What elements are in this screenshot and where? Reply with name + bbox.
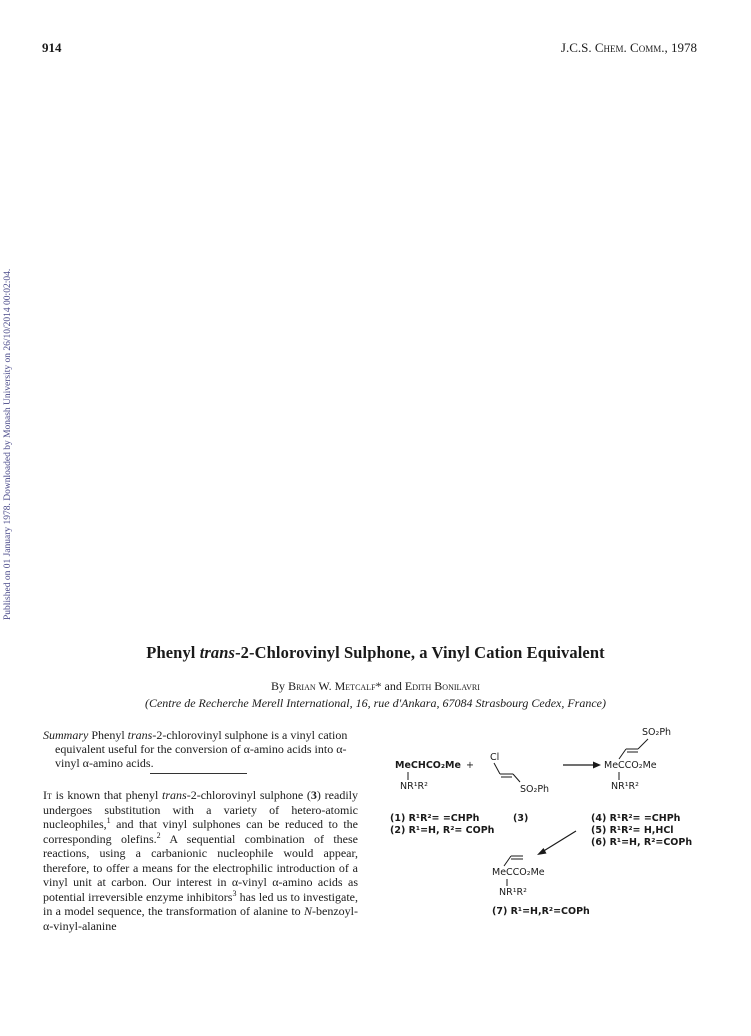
page-number: 914 — [42, 40, 62, 55]
reaction-scheme — [380, 722, 720, 922]
body-text: is known that phenyl — [51, 788, 163, 802]
journal-header — [561, 40, 697, 56]
plus-sign: + — [466, 760, 474, 771]
bond-line — [638, 739, 648, 749]
compound-label-1: (1) R¹R²= =CHPh — [390, 813, 480, 824]
body-text: -2-chlorovinyl sulphone ( — [186, 788, 311, 802]
body-text: has led us to investigate, in a model sequence, the transformation of alanine to — [43, 889, 358, 918]
by-text: By — [271, 679, 289, 693]
body-lead: It — [43, 788, 52, 802]
summary-paragraph — [43, 728, 370, 770]
title-part: -2-Chlorovinyl Sulphone, a Vinyl Cation Equivalent — [235, 643, 605, 662]
compound-label-5: (5) R¹R²= H,HCl — [591, 825, 674, 836]
title-part: Phenyl — [146, 643, 200, 662]
section-divider — [150, 773, 247, 774]
article-title — [0, 643, 751, 663]
download-watermark-text: Published on 01 January 1978. Downloaded by Monash University on 26/10/2014 00:02:04. — [3, 268, 13, 620]
final-product-top: MeCCO₂Me — [492, 867, 545, 878]
bond-line — [504, 856, 511, 866]
compound-label-3: (3) — [513, 813, 529, 824]
compound-ref: 3 — [310, 788, 317, 802]
journal-prefix: J.C.S. — [560, 40, 595, 55]
product-sulphonyl: SO₂Ph — [642, 727, 672, 738]
download-watermark — [3, 268, 17, 634]
summary-text: -2-chlorovinyl sulphone is a vinyl cation equivalent useful for the conversion of α-amino acids into α-vinyl α-amino acids. — [55, 728, 348, 770]
compound-label-2: (2) R¹=H, R²= COPh — [390, 825, 495, 836]
summary-label: Summary — [43, 728, 89, 742]
body-paragraph — [43, 788, 358, 933]
body-text: and that vinyl sulphones can be reduced to the corresponding olefins. — [43, 817, 358, 846]
reaction-arrowhead — [593, 762, 601, 769]
bond-line — [513, 774, 520, 782]
reaction-arrowhead — [537, 848, 547, 855]
product-bottom: NR¹R² — [611, 781, 639, 792]
body-text: -benzoyl-α-vinyl-alanine — [43, 904, 358, 933]
bond-line — [619, 749, 626, 759]
summary-italic: trans — [127, 728, 153, 742]
summary-text: Phenyl — [88, 728, 128, 742]
citation: 2 — [156, 830, 161, 840]
compound-label-6: (6) R¹=H, R²=COPh — [591, 837, 693, 848]
affiliation: (Centre de Recherche Merell International, 16, rue d'Ankara, 67084 Strasbourg Cedex, France) — [144, 696, 606, 710]
author-name: Edith Bonilavri — [404, 679, 480, 693]
reagent-sulphonyl: SO₂Ph — [520, 784, 550, 795]
journal-year: , 1978 — [664, 40, 697, 55]
reaction-arrow — [542, 831, 576, 852]
title-italic: trans — [199, 643, 236, 662]
body-text: ) readily undergoes substitution with a variety of hetero-atomic nucleophiles, — [43, 788, 358, 831]
bond-line — [494, 763, 500, 774]
reagent-chlorine: Cl — [490, 752, 500, 763]
final-product-bottom: NR¹R² — [499, 887, 527, 898]
product-top: MeCCO₂Me — [604, 760, 657, 771]
body-italic: N — [304, 904, 313, 918]
compound-label-7: (7) R¹=H,R²=COPh — [492, 906, 590, 917]
citation: 3 — [232, 888, 237, 898]
start-material-top: MeCHCO₂Me — [395, 760, 461, 771]
body-italic: trans — [162, 788, 187, 802]
start-material-bottom: NR¹R² — [400, 781, 428, 792]
and-text: and — [381, 679, 405, 693]
journal-name: Chem. Comm. — [594, 40, 665, 55]
citation: 1 — [106, 816, 111, 825]
author-name: Brian W. Metcalf* — [288, 679, 382, 693]
author-line — [0, 679, 751, 694]
body-text: A sequential combination of these reactions, using a carbanionic nucleophile would appear, therefore, to offer a means for the electrophilic introduction of a vinyl unit at carbon. Our interest in α-vinyl α-amino acids as potential irreversible enzyme inhibitors — [43, 831, 358, 904]
compound-label-4: (4) R¹R²= =CHPh — [591, 813, 681, 824]
